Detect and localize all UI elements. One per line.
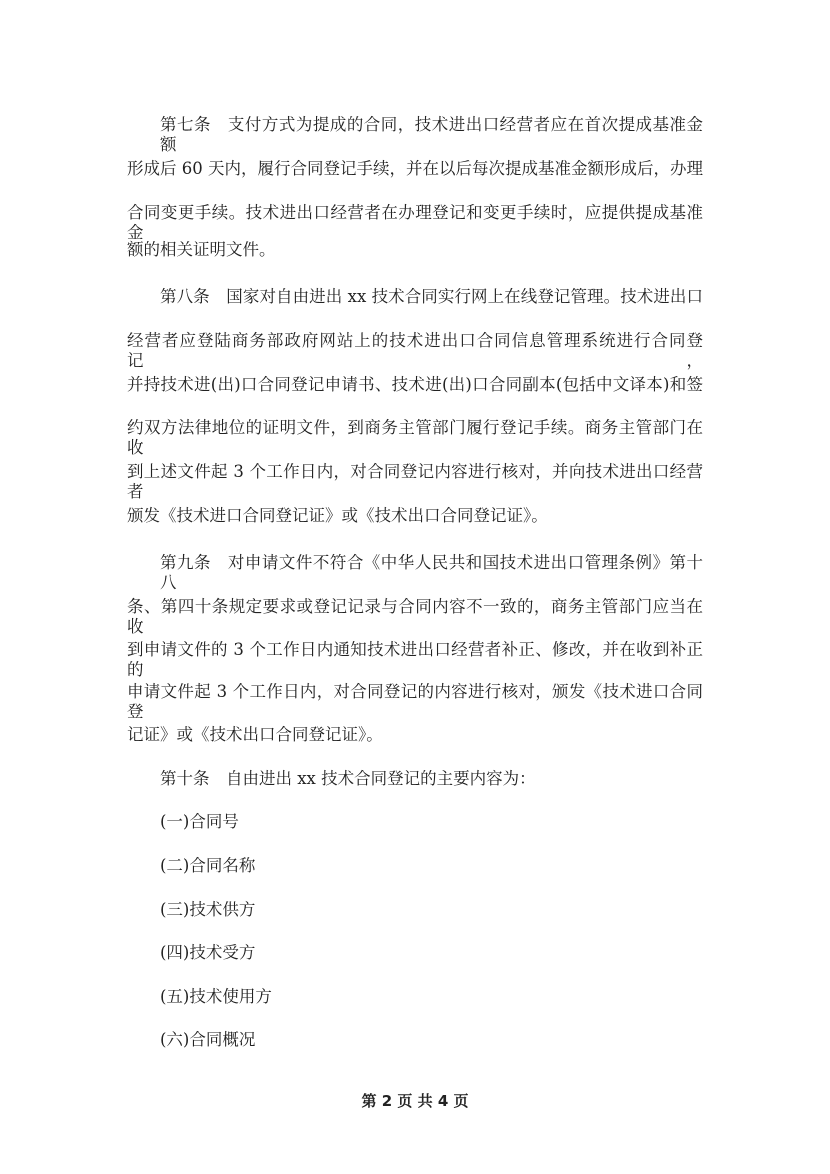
paragraph-line: 合同变更手续。技术进出口经营者在办理登记和变更手续时，应提供提成基准金 (127, 203, 703, 242)
paragraph-line: 第九条 对申请文件不符合《中华人民共和国技术进出口管理条例》第十八 (160, 553, 703, 592)
paragraph-line: 形成后 60 天内，履行合同登记手续，并在以后每次提成基准金额形成后，办理 (127, 159, 703, 178)
paragraph-line: 第十条 自由进出 xx 技术合同登记的主要内容为： (160, 769, 536, 788)
paragraph-line: 额的相关证明文件。 (127, 240, 276, 259)
paragraph-line: 记证》或《技术出口合同登记证》。 (127, 725, 383, 744)
list-item: (二)合同名称 (160, 856, 256, 875)
paragraph-line: 到申请文件的 3 个工作日内通知技术进出口经营者补正、修改，并在收到补正的 (127, 640, 703, 679)
paragraph-line: 到上述文件起 3 个工作日内，对合同登记内容进行核对，并向技术进出口经营者 (127, 462, 703, 501)
paragraph-line: 条、第四十条规定要求或登记记录与合同内容不一致的，商务主管部门应当在收 (127, 597, 703, 636)
paragraph-line: 经营者应登陆商务部政府网站上的技术进出口合同信息管理系统进行合同登记， (127, 331, 703, 370)
list-item: (五)技术使用方 (160, 987, 272, 1006)
page-number-footer: 第 2 页 共 4 页 (361, 1092, 469, 1110)
paragraph-line: 第八条 国家对自由进出 xx 技术合同实行网上在线登记管理。技术进出口 (160, 287, 703, 306)
list-item: (一)合同号 (160, 812, 239, 831)
paragraph-line: 第七条 支付方式为提成的合同，技术进出口经营者应在首次提成基准金额 (160, 115, 703, 154)
list-item: (四)技术受方 (160, 943, 256, 962)
list-item: (六)合同概况 (160, 1030, 256, 1049)
paragraph-line: 申请文件起 3 个工作日内，对合同登记的内容进行核对，颁发《技术进口合同登 (127, 682, 703, 721)
paragraph-line: 约双方法律地位的证明文件，到商务主管部门履行登记手续。商务主管部门在收 (127, 418, 703, 457)
paragraph-line: 并持技术进(出)口合同登记申请书、技术进(出)口合同副本(包括中文译本)和签 (127, 375, 703, 394)
paragraph-line: 颁发《技术进口合同登记证》或《技术出口合同登记证》。 (127, 506, 548, 525)
list-item: (三)技术供方 (160, 900, 256, 919)
